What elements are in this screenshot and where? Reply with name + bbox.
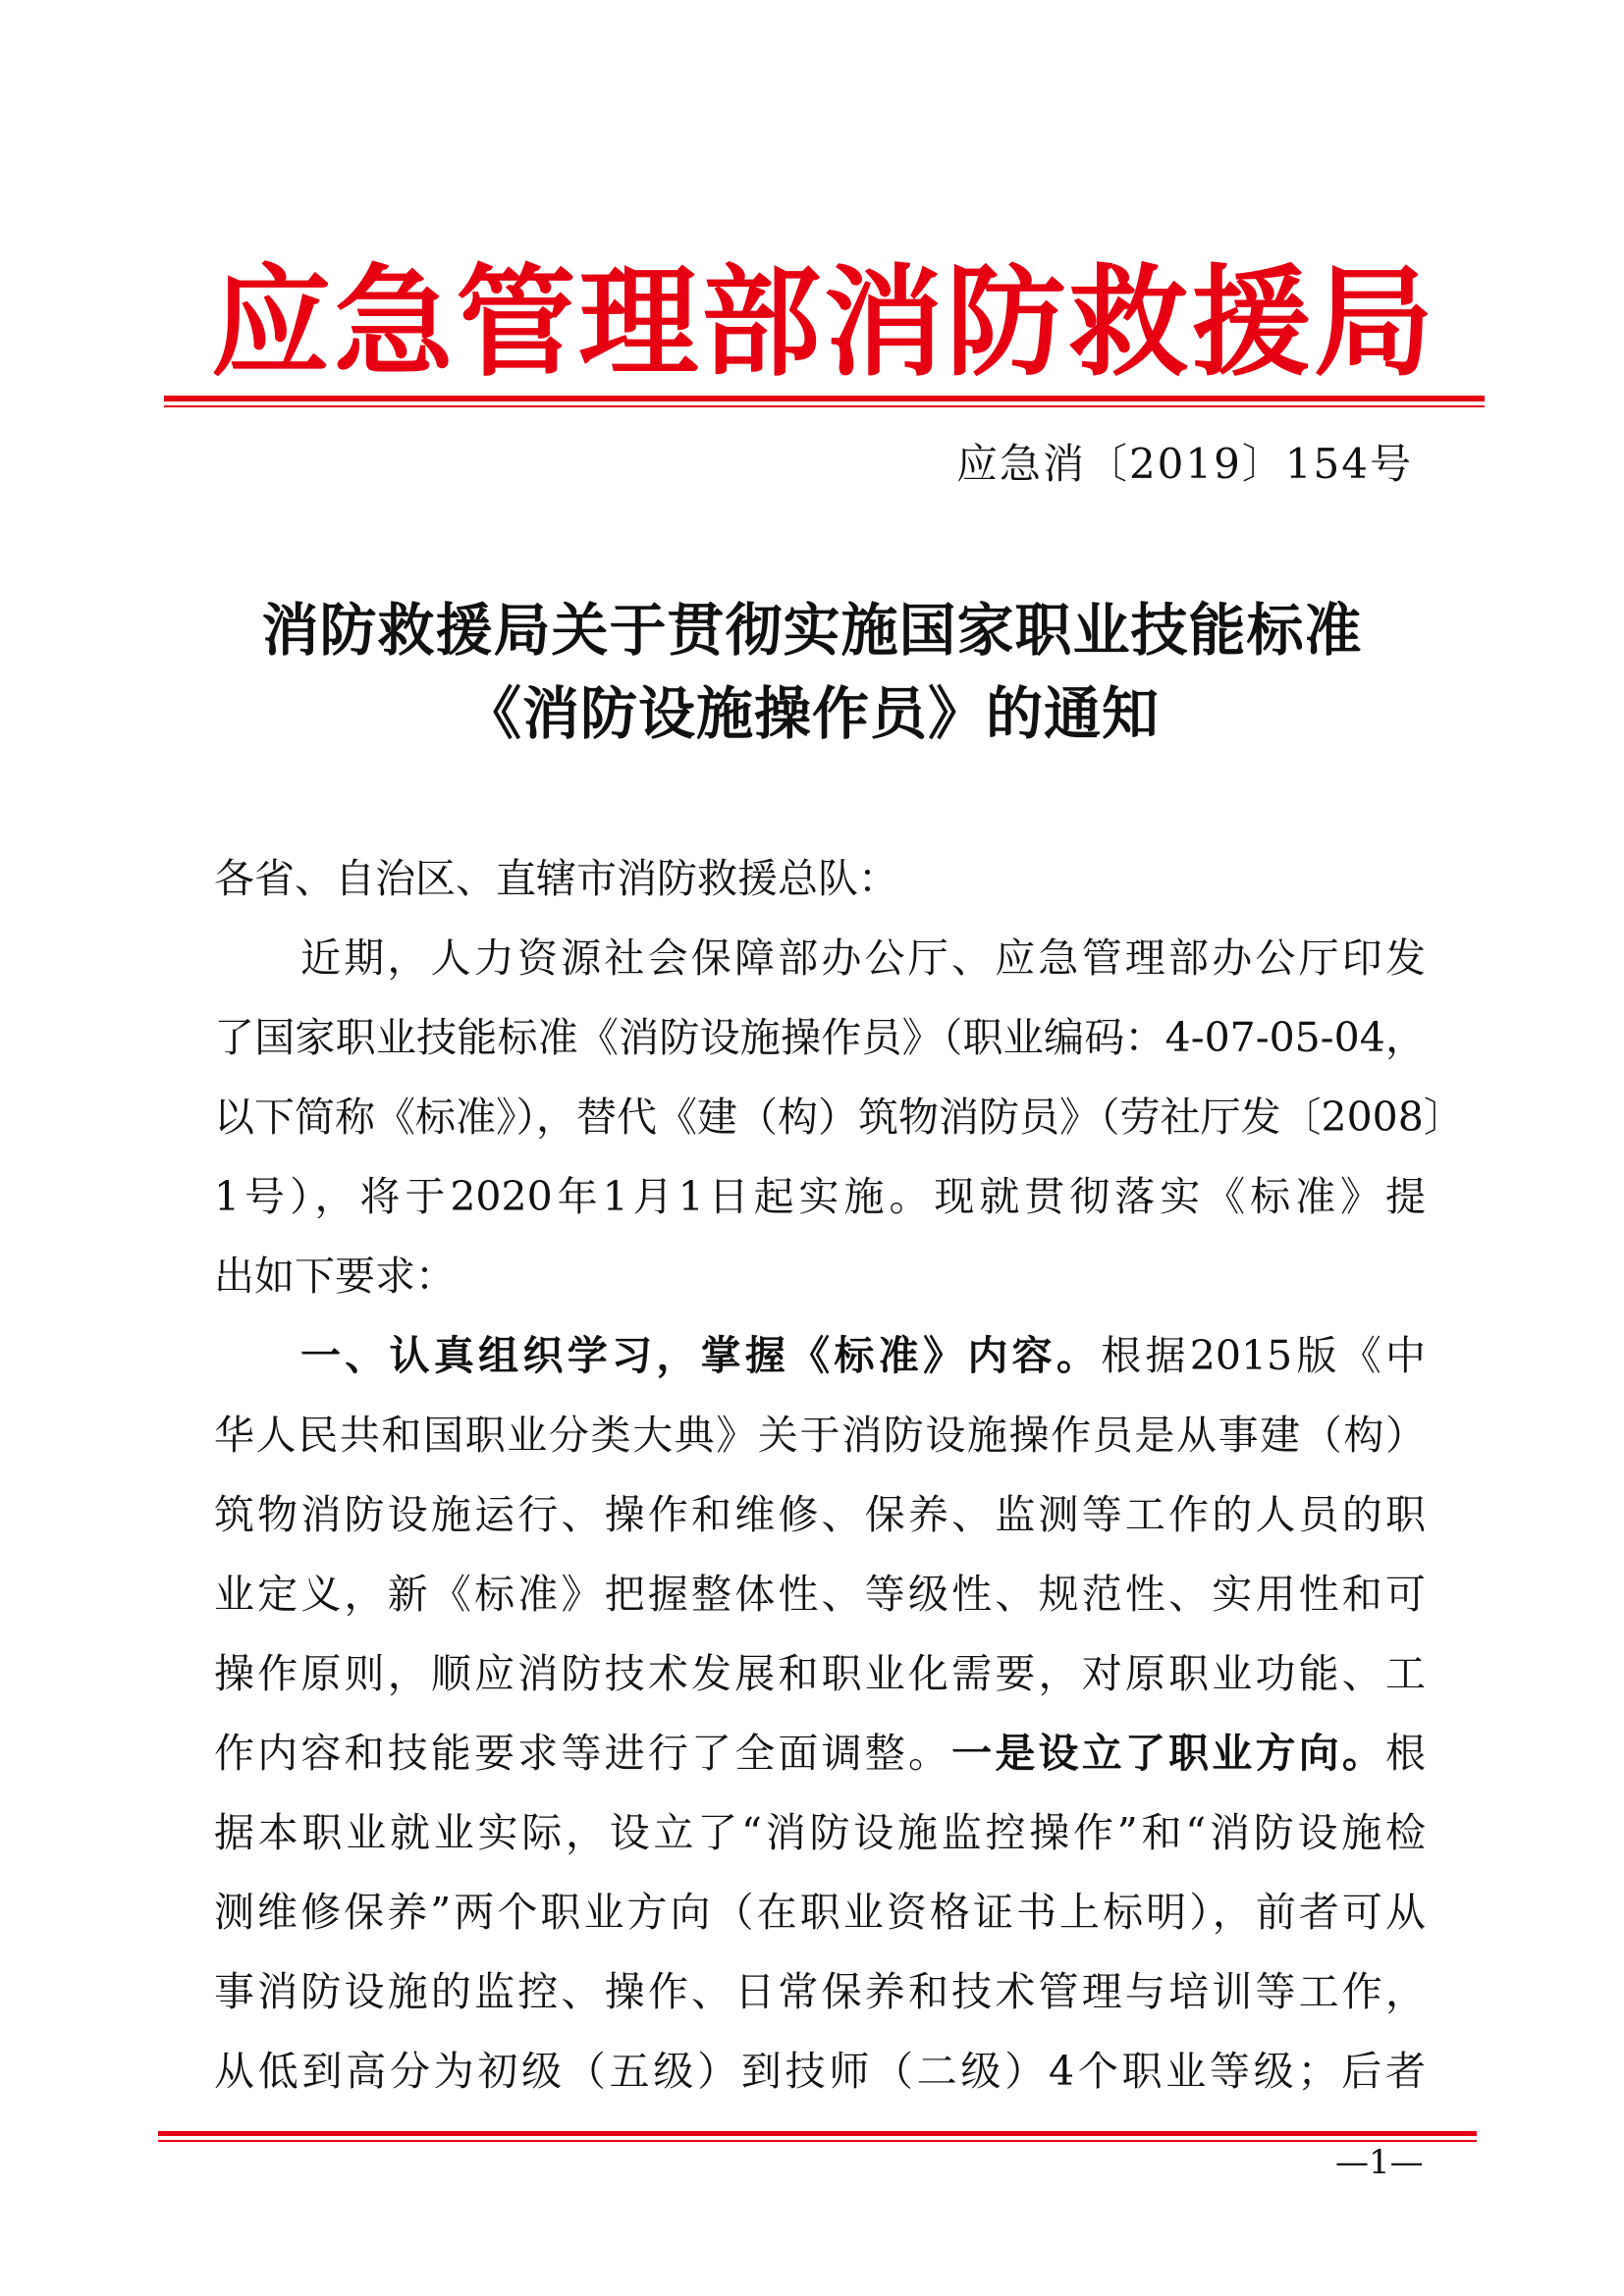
agency-char: 局 <box>1313 250 1434 393</box>
body-text: 筑物消防设施运行、操作和维修、保养、监测等工作的人员的职 <box>214 1491 1426 1538</box>
body-text: 操作原则，顺应消防技术发展和职业化需要，对原职业功能、工 <box>214 1650 1426 1697</box>
body-line <box>214 1078 1464 1157</box>
body-line <box>214 1475 1426 1555</box>
agency-char: 部 <box>701 250 822 393</box>
footer-rule-thin <box>158 2140 1477 2142</box>
page-number: —1— <box>1335 2143 1424 2182</box>
body-text: 华人民共和国职业分类大典》关于消防设施操作员是从事建（构） <box>214 1412 1426 1459</box>
agency-char: 急 <box>333 250 454 393</box>
body-line <box>214 1316 1426 1396</box>
body-text: 各省、自治区、直辖市消防救援总队： <box>214 855 898 902</box>
body-line <box>214 839 1426 919</box>
agency-char: 防 <box>946 250 1066 393</box>
body-line <box>214 1157 1426 1237</box>
body-line <box>214 1873 1426 1952</box>
agency-char: 消 <box>823 250 944 393</box>
bold-heading-text: 一、认真组织学习，掌握《标准》内容。 <box>300 1332 1102 1379</box>
body-line <box>214 2032 1426 2111</box>
body-line <box>214 1952 1426 2032</box>
agency-char: 救 <box>1068 250 1189 393</box>
header-rule-thick <box>164 396 1485 401</box>
body-line <box>214 1396 1426 1475</box>
body-text: 事消防设施的监控、操作、日常保养和技术管理与培训等工作， <box>214 1968 1426 2015</box>
body-text: 据本职业就业实际，设立了“消防设施监控操作”和“消防设施检 <box>214 1809 1426 1856</box>
document-number: 应急消〔2019〕154号 <box>955 440 1413 488</box>
body-text: 了国家职业技能标准《消防设施操作员》（职业编码：4-07-05-04， <box>214 1014 1426 1061</box>
body-text: 1号），将于2020年1月1日起实施。现就贯彻落实《标准》提 <box>214 1173 1426 1220</box>
agency-char: 应 <box>211 250 331 393</box>
body-line <box>214 919 1426 998</box>
body-line <box>214 998 1426 1078</box>
footer-rule-thick <box>158 2131 1477 2136</box>
agency-char: 管 <box>456 250 576 393</box>
body-text: 从低到高分为初级（五级）到技师（二级）4个职业等级；后者 <box>214 2048 1426 2095</box>
body-text: 根据2015版《中 <box>1101 1332 1427 1379</box>
document-body <box>214 839 1464 2111</box>
body-line <box>214 1237 1426 1316</box>
body-text: 出如下要求： <box>214 1253 456 1300</box>
agency-char: 理 <box>578 250 699 393</box>
body-text: 近期，人力资源社会保障部办公厅、应急管理部办公厅印发 <box>300 934 1426 982</box>
document-title-line-1: 消防救援局关于贯彻实施国家职业技能标准 <box>261 597 1363 664</box>
body-text: 测维修保养”两个职业方向（在职业资格证书上标明），前者可从 <box>214 1889 1426 1936</box>
body-line <box>214 1555 1426 1634</box>
body-line <box>214 1714 1426 1793</box>
body-text: 根 <box>1385 1730 1427 1777</box>
body-line <box>214 1634 1426 1714</box>
body-text: 业定义，新《标准》把握整体性、等级性、规范性、实用性和可 <box>214 1571 1426 1618</box>
header-rule-thin <box>164 405 1485 407</box>
body-text: 以下简称《标准》），替代《建（构）筑物消防员》（劳社厅发〔2008〕 <box>214 1094 1464 1141</box>
agency-header <box>211 243 1434 393</box>
document-title-line-2: 《消防设施操作员》的通知 <box>463 680 1160 747</box>
agency-char: 援 <box>1191 250 1312 393</box>
body-line <box>214 1793 1426 1873</box>
bold-heading-text: 一是设立了职业方向。 <box>951 1730 1386 1777</box>
body-text: 作内容和技能要求等进行了全面调整。 <box>214 1730 952 1777</box>
